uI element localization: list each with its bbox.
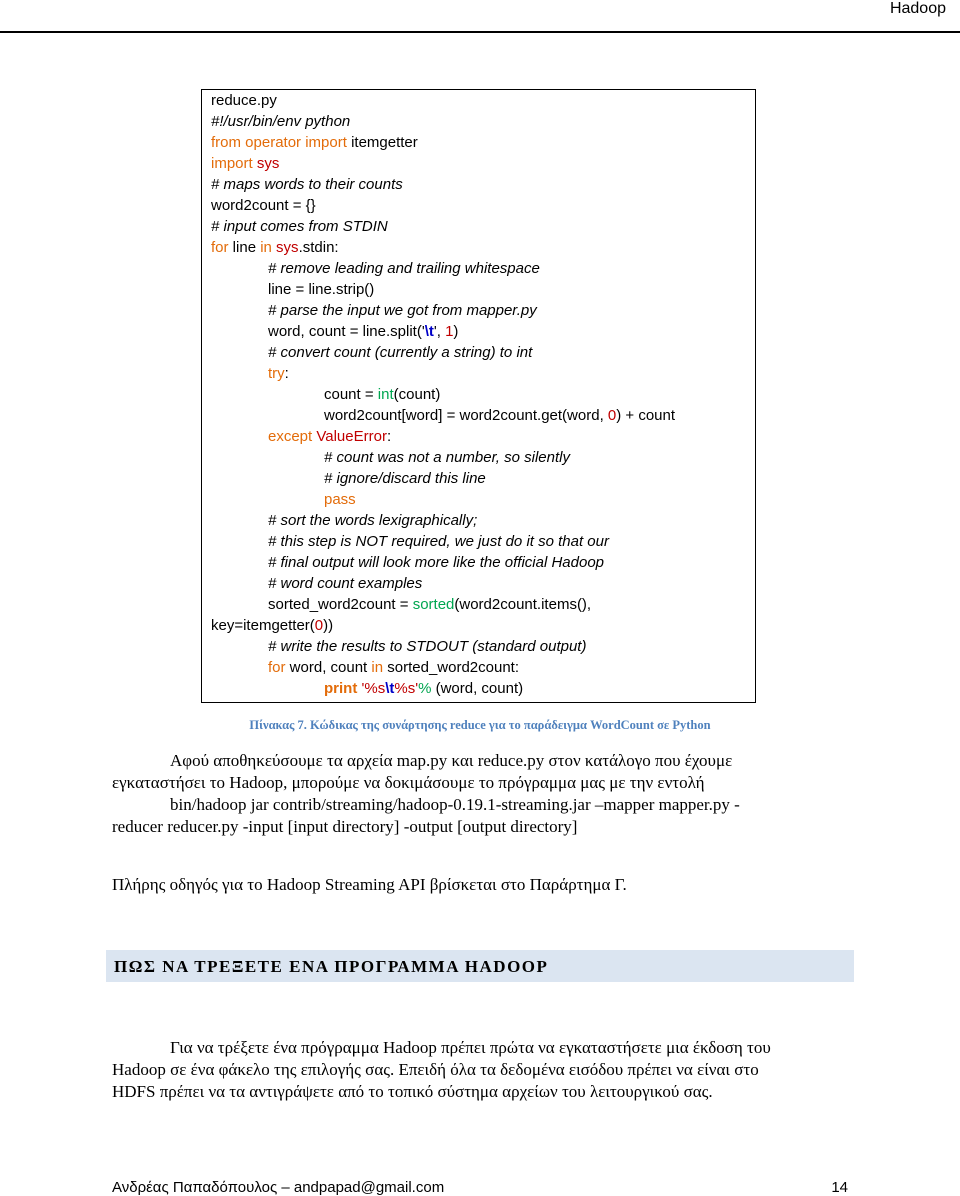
kw-in: in <box>371 659 384 676</box>
code-token: line <box>228 239 261 256</box>
code-comment: # write the results to STDOUT (standard output) <box>268 638 587 655</box>
code-line-sorted <box>268 594 591 615</box>
code-token: (count) <box>393 386 441 403</box>
code-token: : <box>284 365 289 382</box>
command-line: reducer reducer.py -input [input directory] -output [output directory] <box>112 817 578 836</box>
kw-except: except <box>268 428 313 445</box>
kw-for: for <box>268 659 286 676</box>
kw-print: print <box>324 680 358 697</box>
code-line-print <box>324 678 523 699</box>
code-token: )) <box>323 617 334 634</box>
running-header: Hadoop <box>889 0 946 17</box>
code-token: word, count <box>285 659 372 676</box>
kw-import: import <box>305 134 347 151</box>
code-line-except <box>268 426 391 447</box>
string-literal: %s' <box>394 680 419 697</box>
code-token: (word, count) <box>431 680 524 697</box>
code-comment: # final output will look more like the official Hadoop <box>268 554 605 571</box>
code-token: ) + count <box>616 407 676 424</box>
builtin-sorted: sorted <box>412 596 455 613</box>
paragraph-line: εγκαταστήσει το Hadoop, μπορούμε να δοκιμάσουμε το πρόγραμμα μας με την εντολή <box>112 773 705 792</box>
kw-pass: pass <box>324 491 356 508</box>
code-token: key=itemgetter( <box>211 617 315 634</box>
code-line-key <box>211 615 333 636</box>
number-literal: 0 <box>607 407 617 424</box>
number-literal: 1 <box>445 323 454 340</box>
code-token: count = <box>324 386 378 403</box>
code-token: word2count[word] = word2count.get(word, <box>324 407 608 424</box>
section-heading-band <box>106 950 854 982</box>
paragraph-line: Αφού αποθηκεύσουμε τα αρχεία map.py και reduce.py στον κατάλογο που έχουμε <box>170 751 733 770</box>
module-sys: sys <box>252 155 280 172</box>
builtin-int: int <box>377 386 394 403</box>
section-title: ΠΩΣ ΝΑ ΤΡΕΞΕΤΕ ΕΝΑ ΠΡΟΓΡΑΜΜΑ HADOOP <box>114 957 549 976</box>
module-operator: operator <box>241 134 306 151</box>
code-line-get <box>324 405 675 426</box>
footer-author: Ανδρέας Παπαδόπουλος – andpapad@gmail.com <box>112 1179 445 1196</box>
escape-tab: \t <box>424 323 434 340</box>
code-token: sorted_word2count: <box>383 659 520 676</box>
code-listing-box <box>201 89 756 703</box>
code-comment: # sort the words lexigraphically; <box>268 512 478 529</box>
kw-import: import <box>211 155 253 172</box>
kw-in: in <box>260 239 272 256</box>
code-line-for <box>211 237 339 258</box>
code-token: ) <box>453 323 459 340</box>
code-comment: # this step is NOT required, we just do it so that our <box>268 533 609 550</box>
string-literal: '%s <box>357 680 386 697</box>
code-token: (word2count.items(), <box>454 596 592 613</box>
code-token: word, count = line.split(' <box>268 323 425 340</box>
kw-for: for <box>211 239 229 256</box>
table-caption: Πίνακας 7. Κώδικας της συνάρτησης reduce για το παράδειγμα WordCount σε Python <box>249 718 711 732</box>
kw-from: from <box>211 134 241 151</box>
number-literal: 0 <box>314 617 324 634</box>
code-comment: # remove leading and trailing whitespace <box>268 260 540 277</box>
code-token: sorted_word2count = <box>268 596 413 613</box>
code-comment: # input comes from STDIN <box>211 218 388 235</box>
escape-tab: \t <box>385 680 395 697</box>
paragraph-line: HDFS πρέπει να τα αντιγράψετε από το τοπικό σύστημα αρχείων του λειτουργικού σας. <box>112 1082 713 1101</box>
paragraph-appendix-note: Πλήρης οδηγός για το Hadoop Streaming API βρίσκεται στο Παράρτημα Γ. <box>112 875 627 894</box>
exception-valueerror: ValueError <box>312 428 387 445</box>
code-line: word2count = {} <box>211 197 316 214</box>
operator-percent: % <box>418 680 432 697</box>
code-comment: # maps words to their counts <box>211 176 403 193</box>
module-sys: sys <box>271 239 299 256</box>
code-comment: # word count examples <box>268 575 423 592</box>
code-line-int <box>324 384 440 405</box>
code-shebang: #!/usr/bin/env python <box>211 113 351 130</box>
code-line: line = line.strip() <box>268 281 375 298</box>
paragraph-line: Για να τρέξετε ένα πρόγραμμα Hadoop πρέπει πρώτα να εγκαταστήσετε μια έκδοση του <box>170 1038 771 1057</box>
code-line-from <box>211 132 418 153</box>
code-line-for2 <box>268 657 519 678</box>
code-comment: # ignore/discard this line <box>324 470 486 487</box>
code-comment: # convert count (currently a string) to int <box>268 344 533 361</box>
code-comment: # count was not a number, so silently <box>324 449 570 466</box>
name-itemgetter: itemgetter <box>346 134 418 151</box>
code-comment: # parse the input we got from mapper.py <box>268 302 537 319</box>
code-line-split <box>268 321 458 342</box>
paragraph-line: Hadoop σε ένα φάκελο της επιλογής σας. Επειδή όλα τα δεδομένα εισόδου πρέπει να είναι στο <box>112 1060 759 1079</box>
code-filename: reduce.py <box>211 92 277 109</box>
page-number: 14 <box>831 1179 848 1196</box>
code-token: ', <box>433 323 446 340</box>
code-token: .stdin: <box>298 239 339 256</box>
kw-try: try <box>268 365 285 382</box>
code-line-import <box>211 153 279 174</box>
command-line: bin/hadoop jar contrib/streaming/hadoop-0.19.1-streaming.jar –mapper mapper.py - <box>170 795 740 814</box>
header-rule <box>0 31 960 33</box>
code-token: : <box>386 428 392 445</box>
code-line-try <box>268 363 289 384</box>
